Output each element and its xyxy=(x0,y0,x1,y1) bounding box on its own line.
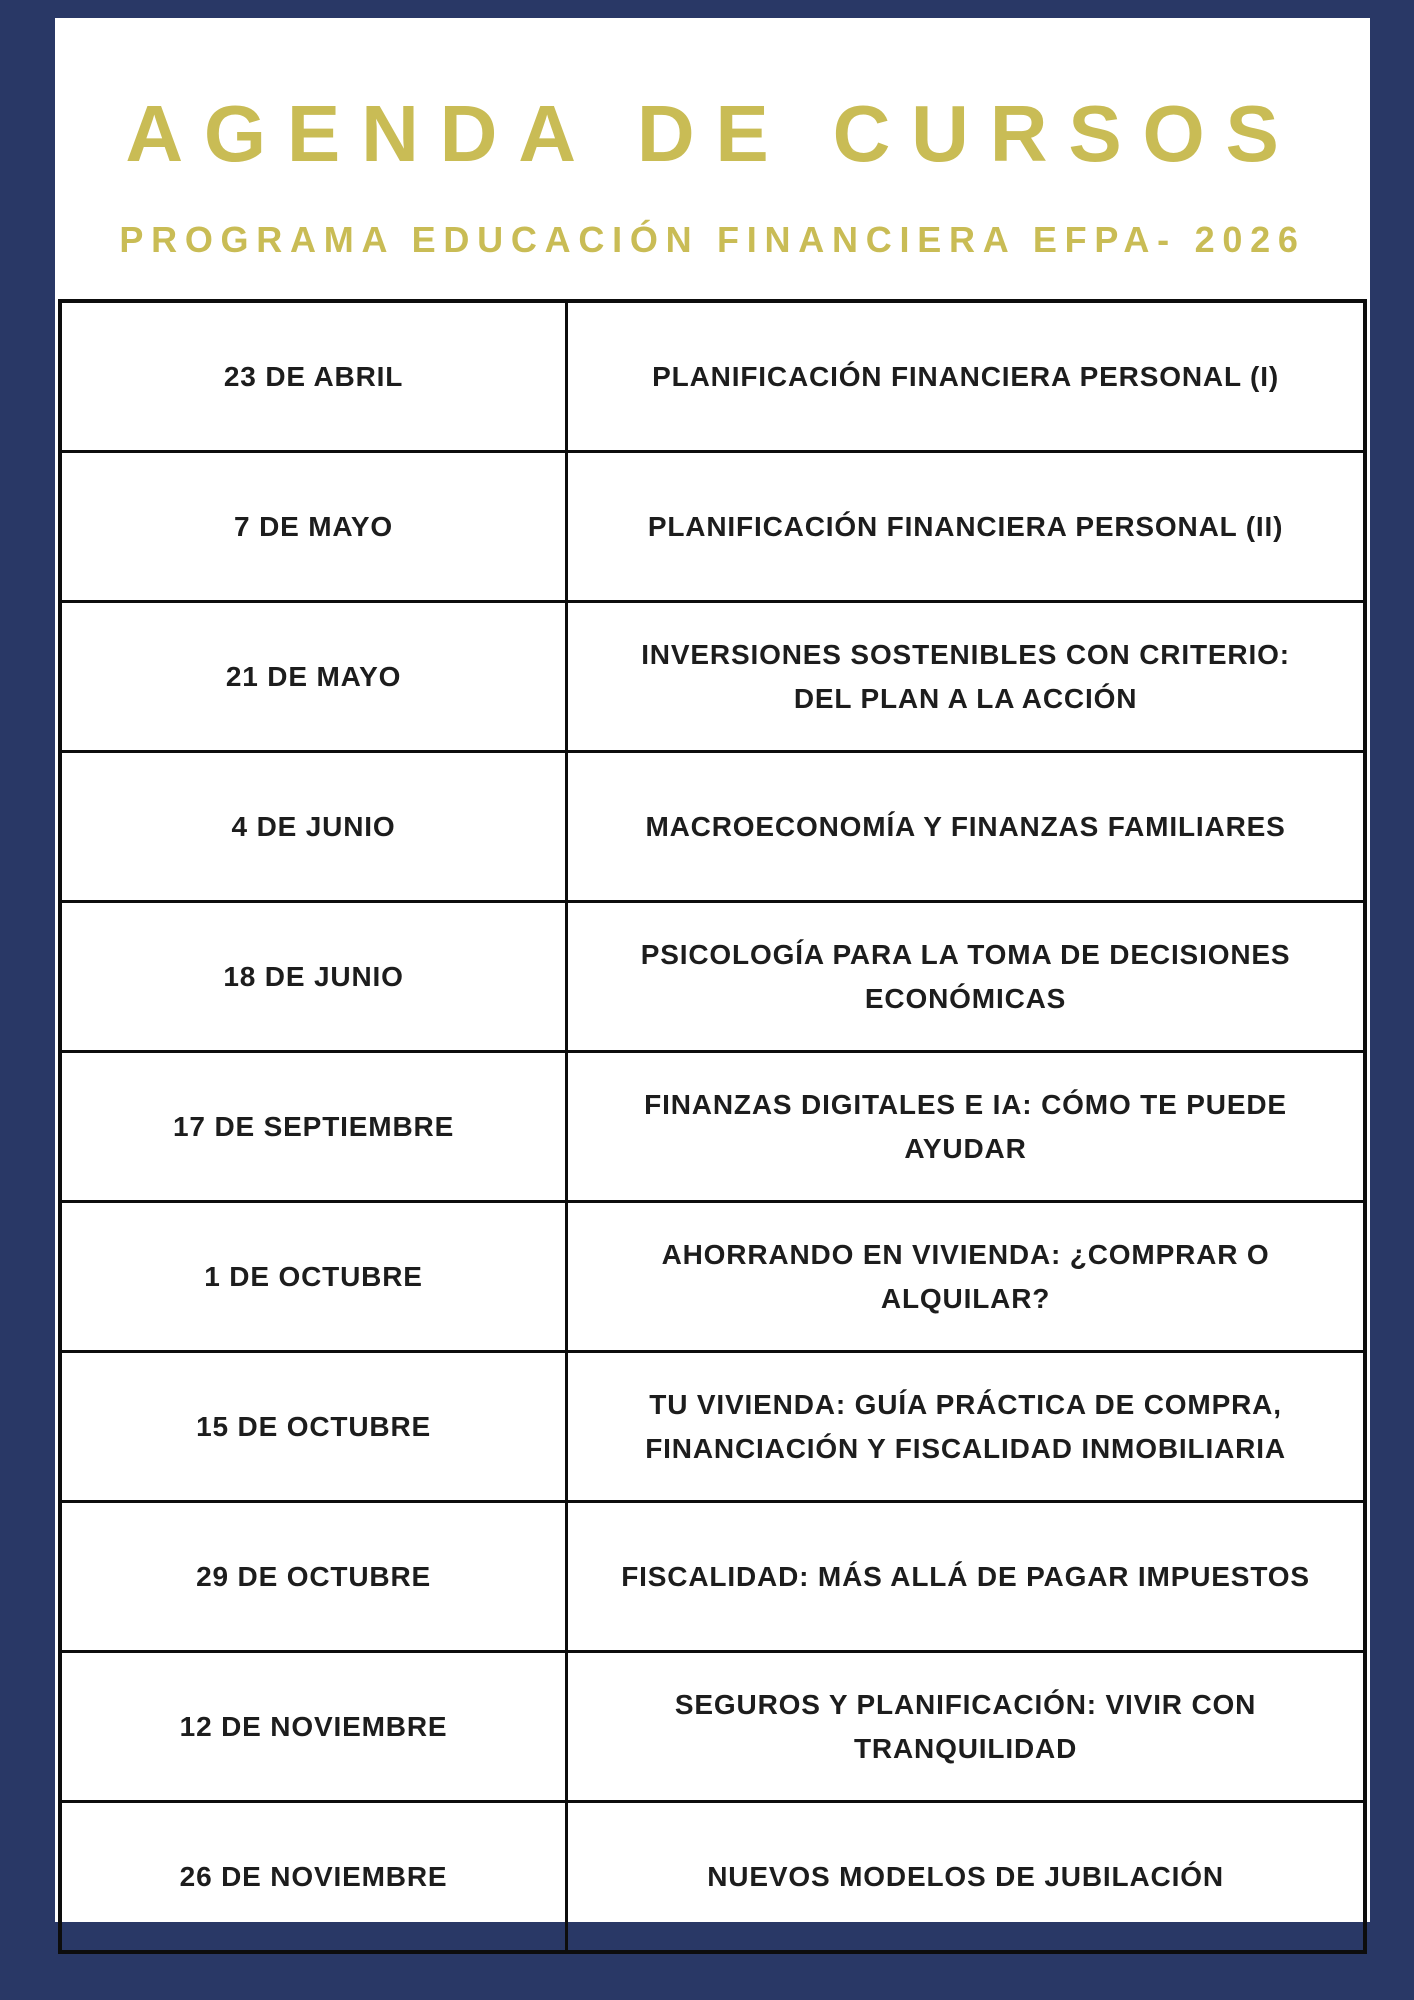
date-cell: 18 DE JUNIO xyxy=(60,902,567,1052)
table-row xyxy=(60,1502,1365,1652)
date-cell: 4 DE JUNIO xyxy=(60,752,567,902)
date-cell: 12 DE NOVIEMBRE xyxy=(60,1652,567,1802)
table-row xyxy=(60,1352,1365,1502)
course-cell: FINANZAS DIGITALES E IA: CÓMO TE PUEDE AYUDAR xyxy=(567,1052,1365,1202)
course-cell: PSICOLOGÍA PARA LA TOMA DE DECISIONES ECONÓMICAS xyxy=(567,902,1365,1052)
table-row xyxy=(60,602,1365,752)
course-cell: MACROECONOMÍA Y FINANZAS FAMILIARES xyxy=(567,752,1365,902)
table-row xyxy=(60,301,1365,452)
course-cell: SEGUROS Y PLANIFICACIÓN: VIVIR CON TRANQUILIDAD xyxy=(567,1652,1365,1802)
date-cell: 17 DE SEPTIEMBRE xyxy=(60,1052,567,1202)
date-cell: 23 DE ABRIL xyxy=(60,301,567,452)
course-schedule-body xyxy=(60,301,1365,1952)
course-cell: AHORRANDO EN VIVIENDA: ¿COMPRAR O ALQUILAR? xyxy=(567,1202,1365,1352)
date-cell: 21 DE MAYO xyxy=(60,602,567,752)
date-cell: 26 DE NOVIEMBRE xyxy=(60,1802,567,1953)
table-row xyxy=(60,452,1365,602)
table-row xyxy=(60,902,1365,1052)
table-row xyxy=(60,1652,1365,1802)
course-cell: PLANIFICACIÓN FINANCIERA PERSONAL (II) xyxy=(567,452,1365,602)
course-cell: FISCALIDAD: MÁS ALLÁ DE PAGAR IMPUESTOS xyxy=(567,1502,1365,1652)
date-cell: 1 DE OCTUBRE xyxy=(60,1202,567,1352)
table-row xyxy=(60,1202,1365,1352)
page-title: AGENDA DE CURSOS xyxy=(125,89,1300,178)
course-schedule-table xyxy=(58,299,1367,1954)
table-row xyxy=(60,1052,1365,1202)
date-cell: 15 DE OCTUBRE xyxy=(60,1352,567,1502)
page-subtitle: PROGRAMA EDUCACIÓN FINANCIERA EFPA- 2026 xyxy=(119,219,1306,260)
date-cell: 7 DE MAYO xyxy=(60,452,567,602)
course-cell: TU VIVIENDA: GUÍA PRÁCTICA DE COMPRA, FINANCIACIÓN Y FISCALIDAD INMOBILIARIA xyxy=(567,1352,1365,1502)
page-header xyxy=(55,88,1370,261)
table-row xyxy=(60,1802,1365,1953)
table-row xyxy=(60,752,1365,902)
document-page xyxy=(55,18,1370,1922)
course-cell: PLANIFICACIÓN FINANCIERA PERSONAL (I) xyxy=(567,301,1365,452)
course-cell: INVERSIONES SOSTENIBLES CON CRITERIO: DEL PLAN A LA ACCIÓN xyxy=(567,602,1365,752)
course-cell: NUEVOS MODELOS DE JUBILACIÓN xyxy=(567,1802,1365,1953)
date-cell: 29 DE OCTUBRE xyxy=(60,1502,567,1652)
